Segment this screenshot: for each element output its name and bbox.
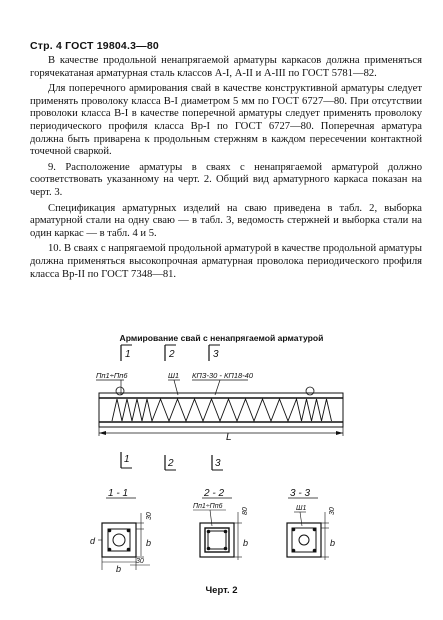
paragraph-clause-9: 9. Расположение арматуры в сваях с ненапрягаемой арматурой должно соответствовать указанному на черт. 2. Общий вид арматурного каркаса показан на черт. 3. <box>30 161 422 198</box>
section-title: 3 - 3 <box>290 488 311 499</box>
section-mark-label: 3 <box>213 349 219 360</box>
dim-side: 80 <box>242 507 249 515</box>
callout-pn-section: Пп1÷Пп6 <box>193 503 223 510</box>
page-header: Стр. 4 ГОСТ 19804.3—80 <box>30 40 159 52</box>
dim-side: 30 <box>329 507 336 515</box>
length-dimension <box>99 431 343 443</box>
section-2-2 <box>193 488 249 560</box>
section-mark-label: 3 <box>215 458 221 469</box>
spiral-reinforcement <box>112 399 332 421</box>
section-mark-label: 2 <box>168 458 174 469</box>
section-mark-label: 2 <box>169 349 175 360</box>
dim-top: 30 <box>146 512 153 520</box>
paragraph-clause-10: 10. В сваях с напрягаемой продольной арматурой в качестве продольной арматуры должна применяться высокопрочная арматурная проволока периодического профиля класса Вр-II по ГОСТ 7348—81. <box>30 243 422 280</box>
section-mark-1-top <box>121 345 132 361</box>
callout-pn-label: Пп1÷Пп6 <box>96 371 128 380</box>
section-title: 2 - 2 <box>204 488 225 499</box>
dim-bottom: b <box>116 564 122 574</box>
length-label: L <box>226 432 232 443</box>
section-mark-3-top <box>209 345 220 361</box>
section-1-1 <box>90 488 153 574</box>
callout-kp-label: КПЗ-30 - КП18-40 <box>192 371 253 380</box>
section-mark-2-top <box>165 345 176 361</box>
callout-sh-section: Ш1 <box>296 505 307 512</box>
pile-elevation <box>99 387 343 436</box>
dim-left: d <box>90 536 96 546</box>
section-mark-label: 1 <box>124 454 130 465</box>
figure-title: Армирование свай с ненапрягаемой арматурой <box>119 333 324 343</box>
paragraph-specification: Спецификация арматурных изделий на сваю приведена в табл. 2, выборка арматурной стали на одну сваю — в табл. 3, ведомость стержней и выборка стали на один каркас — в табл. 4 и 5. <box>30 202 422 239</box>
paragraph-transverse-reinforcement: Для поперечного армирования свай в качестве конструктивной арматуры следует применять проволоку класса В-I диаметром 5 мм по ГОСТ 6727—80. При отсутствии проволоки класса В-I в качестве поперечной арматуры следует применять проволоку периодического профиля класса Вр-I по ГОСТ 6727—80. Поперечная арматура должна быть приварена к продольным стержням в каждом пересечении контактной точечной сваркой. <box>30 83 422 158</box>
section-3-3 <box>287 488 336 560</box>
dim-corner: 30 <box>136 558 144 565</box>
dim-side: b <box>146 538 152 548</box>
section-mark-2-bottom <box>165 455 176 470</box>
section-mark-label: 1 <box>125 349 131 360</box>
section-title: 1 - 1 <box>108 488 129 499</box>
section-mark-1-bottom <box>121 452 132 468</box>
dim-right: b <box>243 538 249 548</box>
figure-caption: Черт. 2 <box>205 585 238 596</box>
paragraph-longitudinal-reinforcement: В качестве продольной ненапрягаемой арматуры каркасов должна применяться горячекатаная арматурная сталь классов А-I, А-II и А-III по ГОСТ 5781—82. <box>30 55 422 79</box>
dim-right: b <box>330 538 336 548</box>
section-mark-3-bottom <box>212 455 223 470</box>
callout-sh-label: Ш1 <box>168 371 180 380</box>
